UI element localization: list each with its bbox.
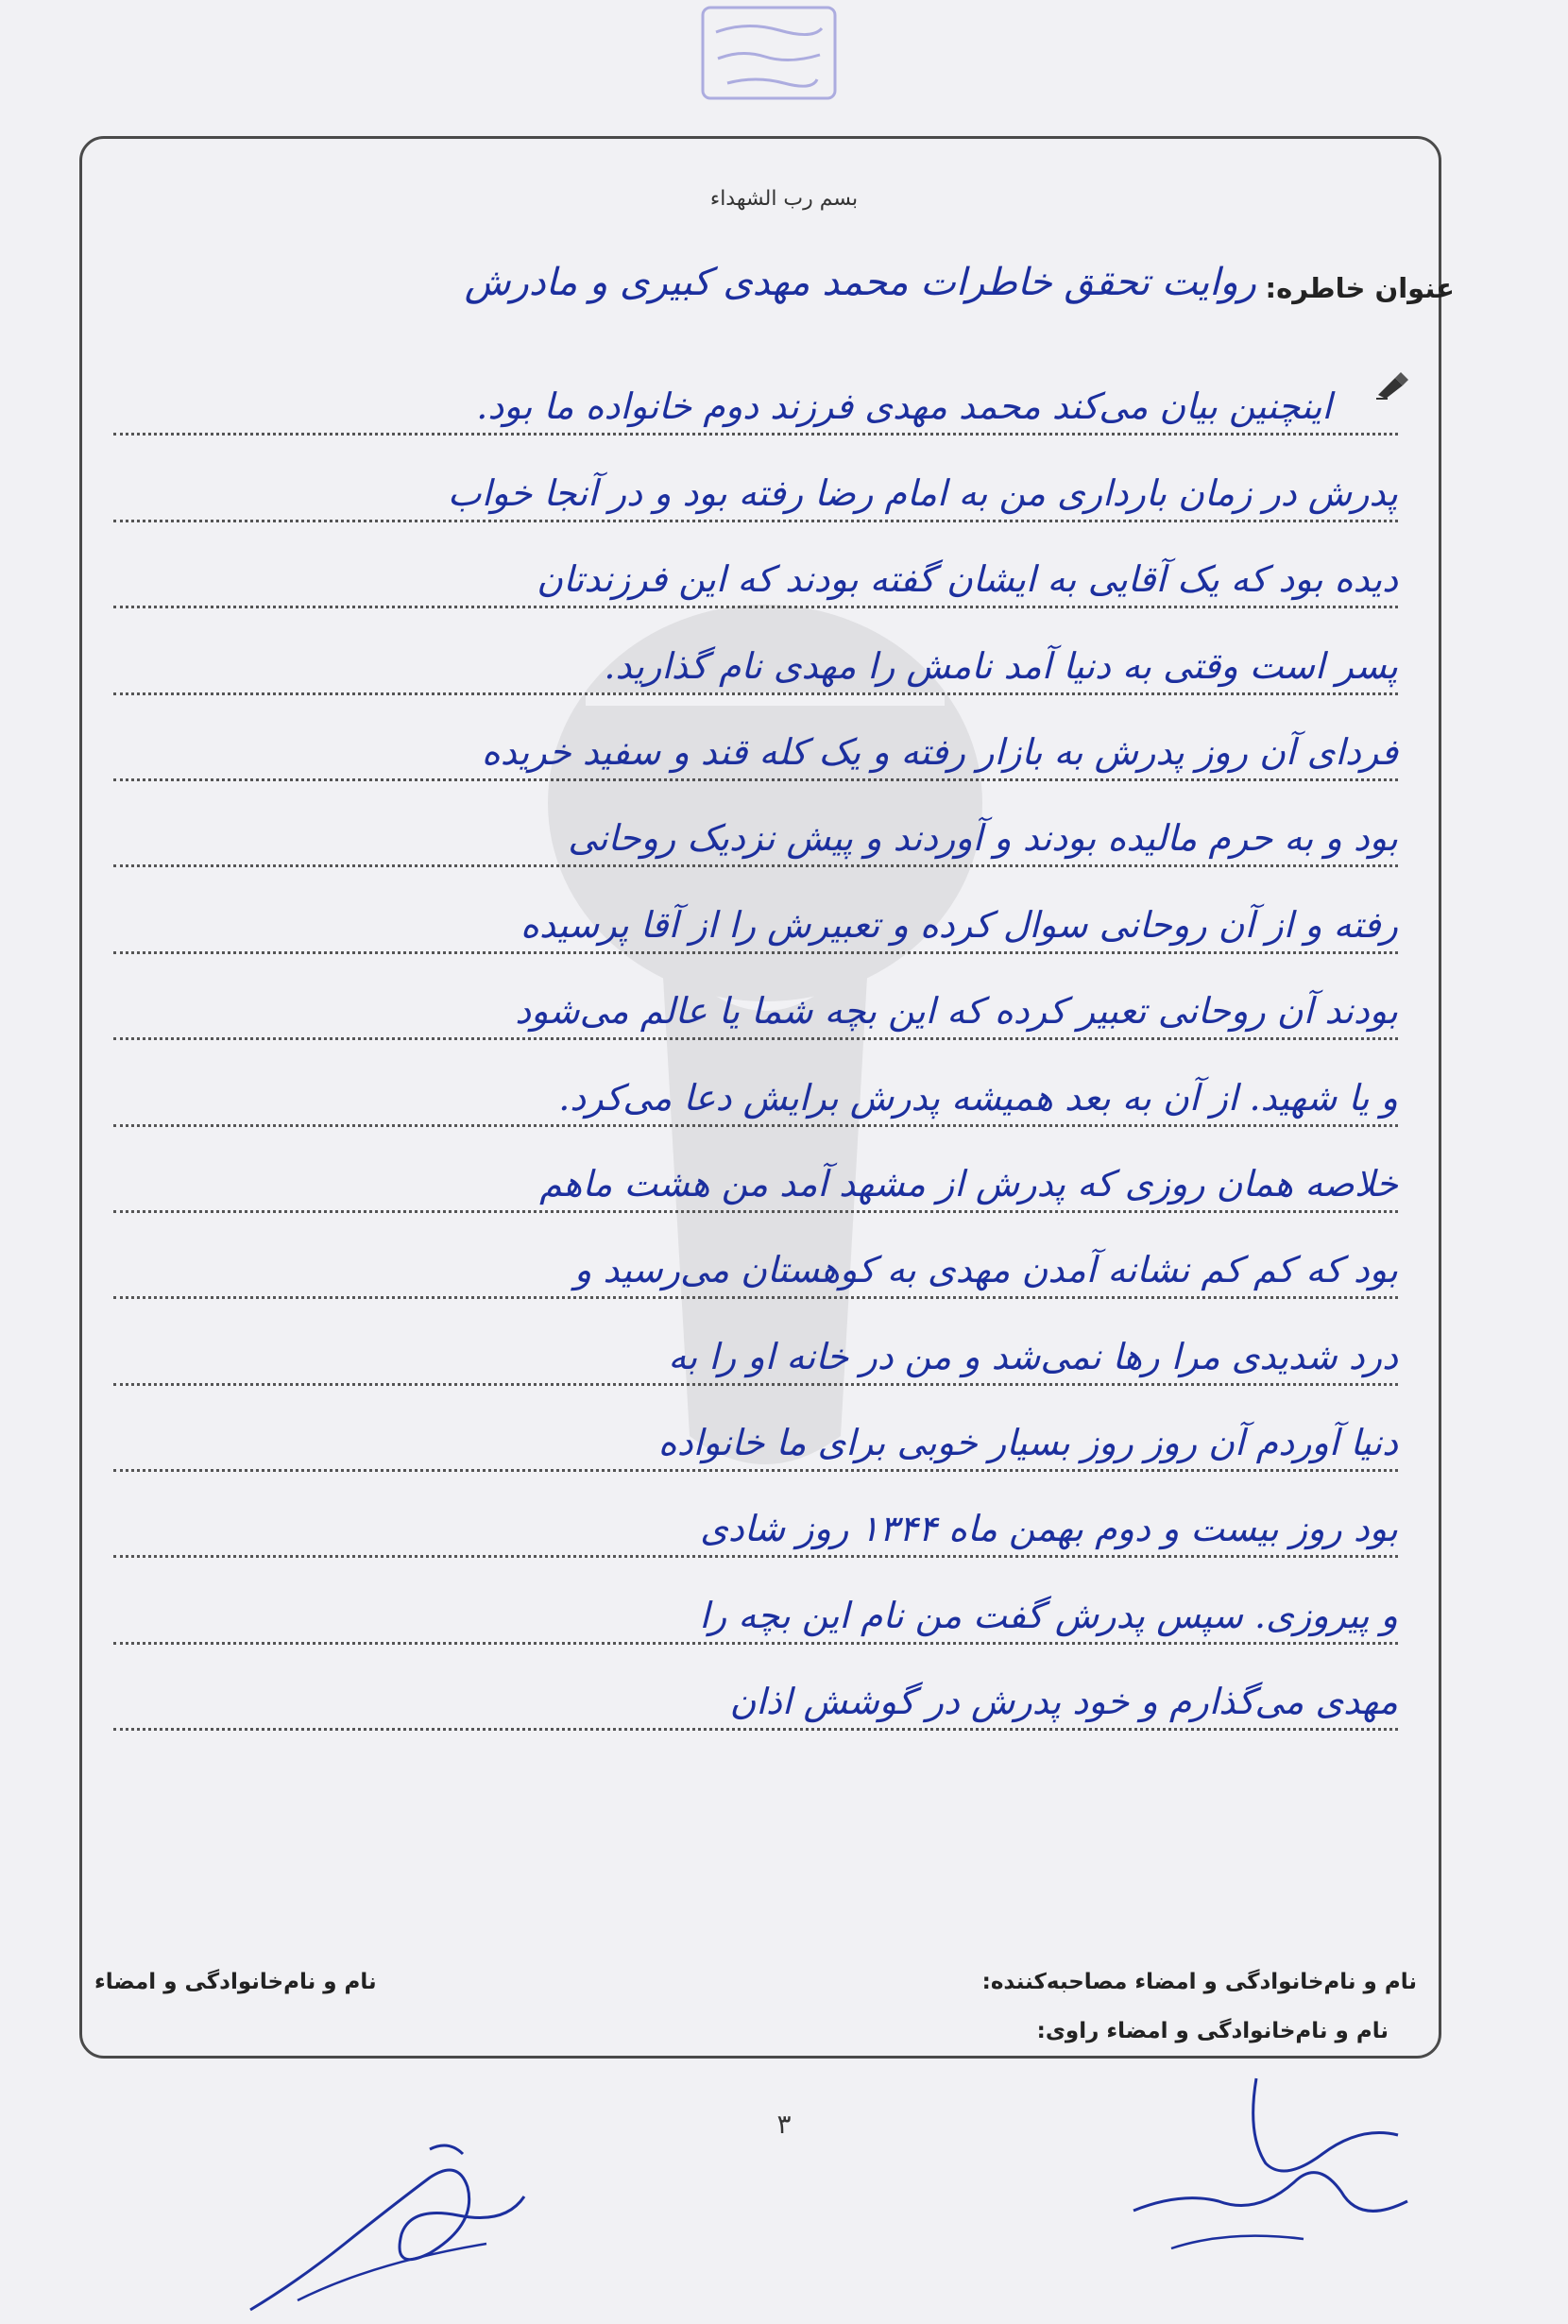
memory-line xyxy=(113,1299,1398,1385)
memory-line xyxy=(113,781,1398,867)
memory-line xyxy=(113,1645,1398,1731)
memory-line xyxy=(113,1213,1398,1299)
memory-line-text: دیده بود که یک آقایی به ایشان گفته بودند که این فرزندتان xyxy=(537,558,1398,601)
memory-line xyxy=(113,436,1398,521)
narrator-label: نام و نام‌خانوادگی و امضاء راوی: xyxy=(1036,2019,1389,2043)
memory-line xyxy=(113,608,1398,694)
memory-line-text: و یا شهید. از آن به بعد همیشه پدرش برایش دعا می‌کرد. xyxy=(558,1076,1398,1119)
memory-line-text: پدرش در زمان بارداری من به امام رضا رفته بود و در آنجا خواب xyxy=(447,471,1398,514)
memory-title-text: روایت تحقق خاطرات محمد مهدی کبیری و مادرش xyxy=(464,261,1256,304)
memory-line-text: بود روز بیست و دوم بهمن ماه ۱۳۴۴ روز شادی xyxy=(700,1508,1398,1550)
memory-line-text: بودند آن روحانی تعبیر کرده که این بچه شما یا عالم می‌شود xyxy=(515,990,1398,1033)
memory-line-text: مهدی می‌گذارم و خود پدرش در گوشش اذان xyxy=(729,1681,1398,1723)
memory-lines xyxy=(113,350,1398,1731)
memory-line-text: فردای آن روز پدرش به بازار رفته و یک کله قند و سفید خریده xyxy=(481,730,1398,773)
memory-line-text: اینچنین بیان می‌کند محمد مهدی فرزند دوم خانواده ما بود. xyxy=(476,385,1332,428)
memory-line xyxy=(113,1127,1398,1213)
memory-line xyxy=(113,350,1398,436)
memory-line-text: خلاصه همان روزی که پدرش از مشهد آمد من هشت ماهم xyxy=(539,1162,1398,1205)
memory-line xyxy=(113,1040,1398,1126)
memory-line xyxy=(113,1472,1398,1558)
memory-line-text: بود و به حرم مالیده بودند و آوردند و پیش نزدیک روحانی xyxy=(568,817,1398,860)
interviewer-label: نام و نام‌خانوادگی و امضاء مصاحبه‌کننده: xyxy=(981,1970,1417,1994)
memory-line xyxy=(113,954,1398,1040)
signature-field-label: نام و نام‌خانوادگی و امضاء xyxy=(94,1970,377,1994)
memory-title-row xyxy=(113,253,1455,329)
basmala-header: بسم رب الشهداء xyxy=(709,187,859,211)
memory-line-text: بود که کم کم نشانه آمدن مهدی به کوهستان می‌رسید و xyxy=(573,1249,1398,1291)
signature-footer xyxy=(94,1970,1417,2043)
page-number: ۳ xyxy=(776,2109,792,2140)
memory-title-label: عنوان خاطره: xyxy=(1265,272,1455,304)
memory-line-text: و پیروزی. سپس پدرش گفت من نام این بچه را xyxy=(699,1594,1398,1636)
memory-line xyxy=(113,867,1398,953)
memory-line-text: دنیا آوردم آن روز روز بسیار خوبی برای ما خانواده xyxy=(657,1422,1398,1464)
memory-line xyxy=(113,695,1398,781)
memory-line xyxy=(113,522,1398,608)
signature-left xyxy=(241,2121,543,2324)
memory-line xyxy=(113,1558,1398,1644)
memory-line-text: پسر است وقتی به دنیا آمد نامش را مهدی نام گذارید. xyxy=(604,644,1398,687)
memory-line xyxy=(113,1386,1398,1472)
memory-line-text: رفته و از آن روحانی سوال کرده و تعبیرش را از آقا پرسیده xyxy=(520,903,1398,946)
memory-line-text: درد شدیدی مرا رها نمی‌شد و من در خانه او را به xyxy=(668,1335,1398,1377)
signature-right xyxy=(1115,2059,1426,2258)
archive-stamp xyxy=(690,0,845,106)
